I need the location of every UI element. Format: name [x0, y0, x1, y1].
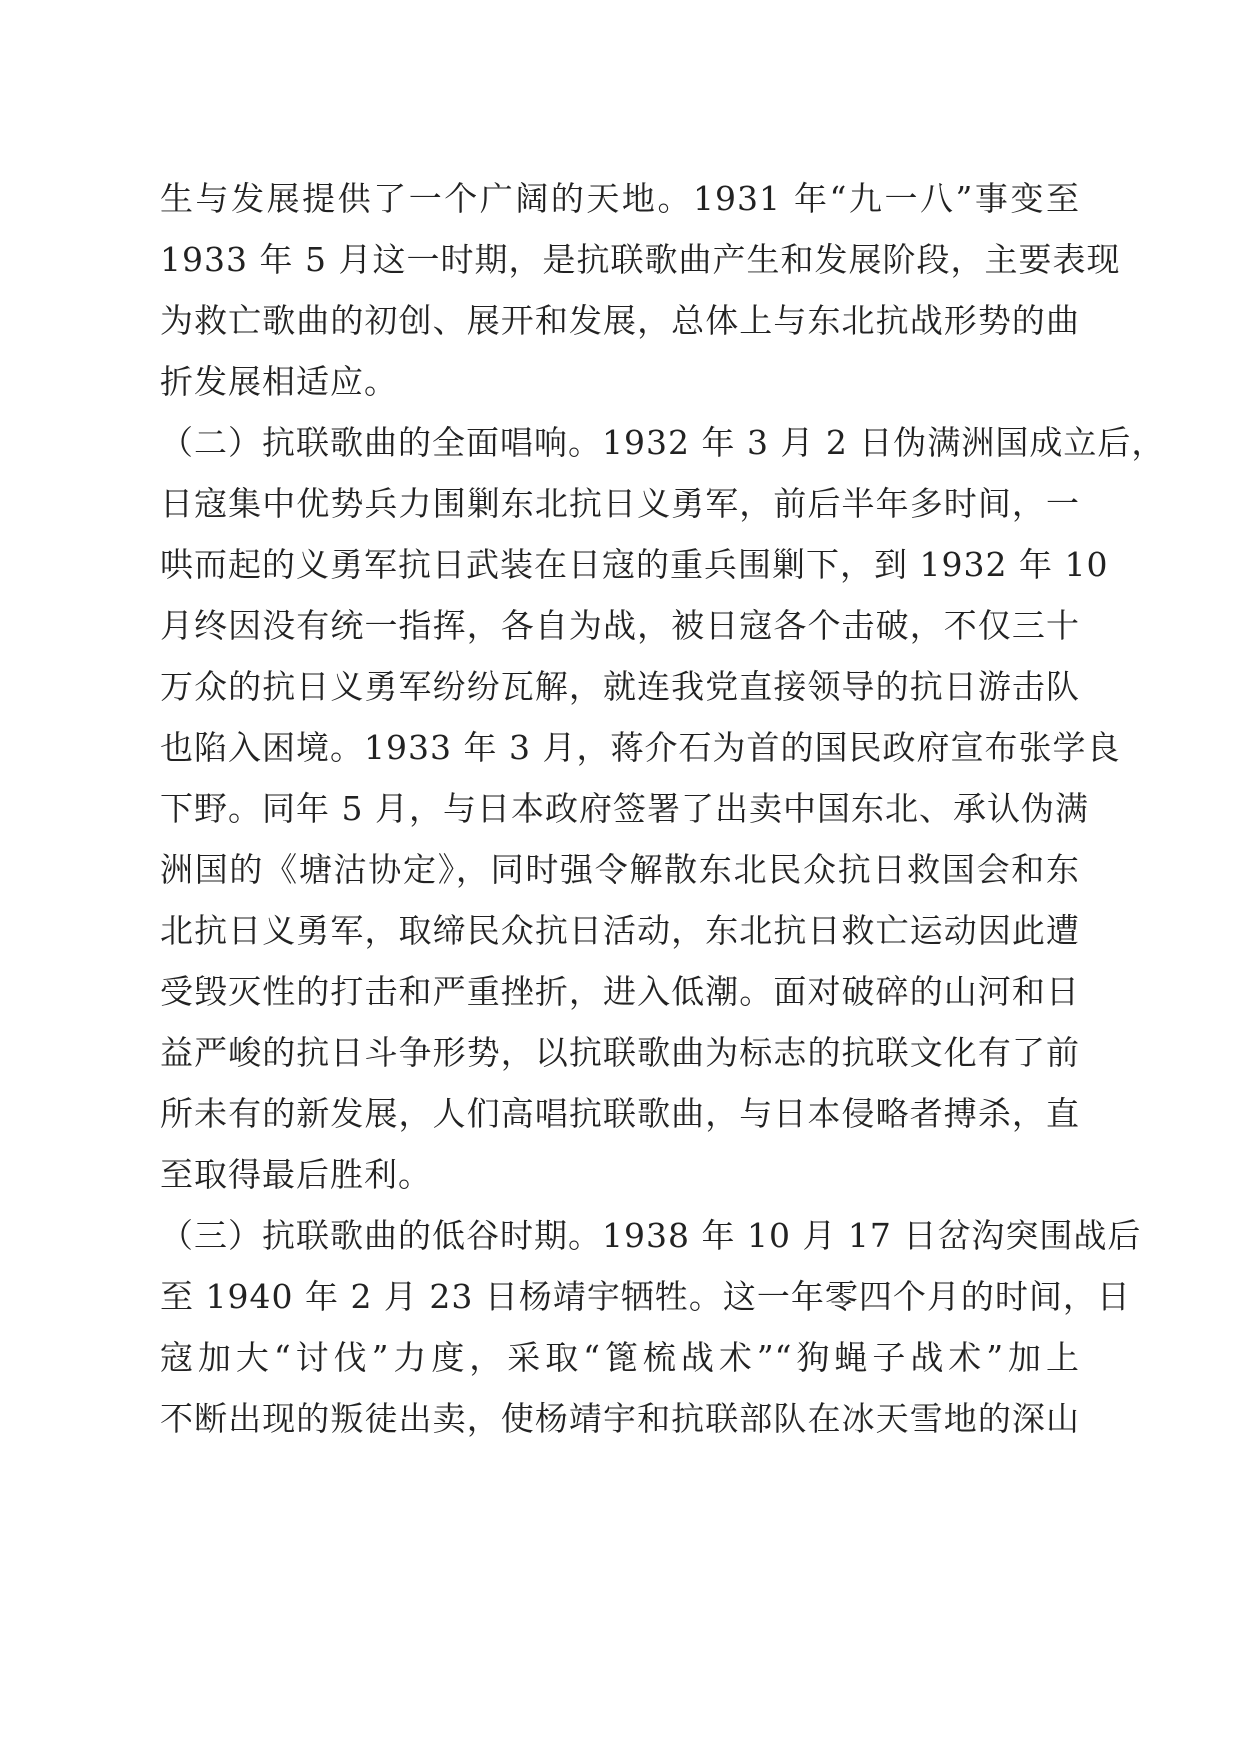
text-line: 受毁灭性的打击和严重挫折，进入低潮。面对破碎的山河和日: [160, 972, 1080, 1011]
text-line: 也陷入困境。1933 年 3 月，蒋介石为首的国民政府宣布张学良: [160, 728, 1121, 767]
text-line: （三）抗联歌曲的低谷时期。1938 年 10 月 17 日岔沟突围战后: [160, 1216, 1142, 1255]
text-line: （二）抗联歌曲的全面唱响。1932 年 3 月 2 日伪满洲国成立后，: [160, 423, 1166, 462]
text-line: 至 1940 年 2 月 23 日杨靖宇牺牲。这一年零四个月的时间，日: [160, 1277, 1131, 1316]
text-line: 不断出现的叛徒出卖，使杨靖宇和抗联部队在冰天雪地的深山: [160, 1399, 1080, 1438]
text-line: 益严峻的抗日斗争形势，以抗联歌曲为标志的抗联文化有了前: [160, 1033, 1080, 1072]
text-line: 万众的抗日义勇军纷纷瓦解，就连我党直接领导的抗日游击队: [160, 667, 1080, 706]
text-line: 1933 年 5 月这一时期，是抗联歌曲产生和发展阶段，主要表现: [160, 240, 1121, 279]
text-line: 北抗日义勇军，取缔民众抗日活动，东北抗日救亡运动因此遭: [160, 911, 1080, 950]
text-line: 日寇集中优势兵力围剿东北抗日义勇军，前后半年多时间，一: [160, 484, 1080, 523]
document-body: [160, 168, 1166, 1449]
text-line: 下野。同年 5 月，与日本政府签署了出卖中国东北、承认伪满: [160, 789, 1089, 828]
text-line: 至取得最后胜利。: [160, 1155, 432, 1194]
text-line: 生与发展提供了一个广阔的天地。1931 年“九一八”事变至: [160, 179, 1080, 218]
text-line: 为救亡歌曲的初创、展开和发展，总体上与东北抗战形势的曲: [160, 301, 1080, 340]
text-line: 洲国的《塘沽协定》，同时强令解散东北民众抗日救国会和东: [160, 850, 1080, 889]
text-line: 折发展相适应。: [160, 362, 398, 401]
text-line: 寇加大“讨伐”力度，采取“篦梳战术”“狗蝇子战术”加上: [160, 1338, 1080, 1377]
text-line: 月终因没有统一指挥，各自为战，被日寇各个击破，不仅三十: [160, 606, 1080, 645]
text-line: 所未有的新发展，人们高唱抗联歌曲，与日本侵略者搏杀，直: [160, 1094, 1080, 1133]
text-line: 哄而起的义勇军抗日武装在日寇的重兵围剿下，到 1932 年 10: [160, 545, 1109, 584]
